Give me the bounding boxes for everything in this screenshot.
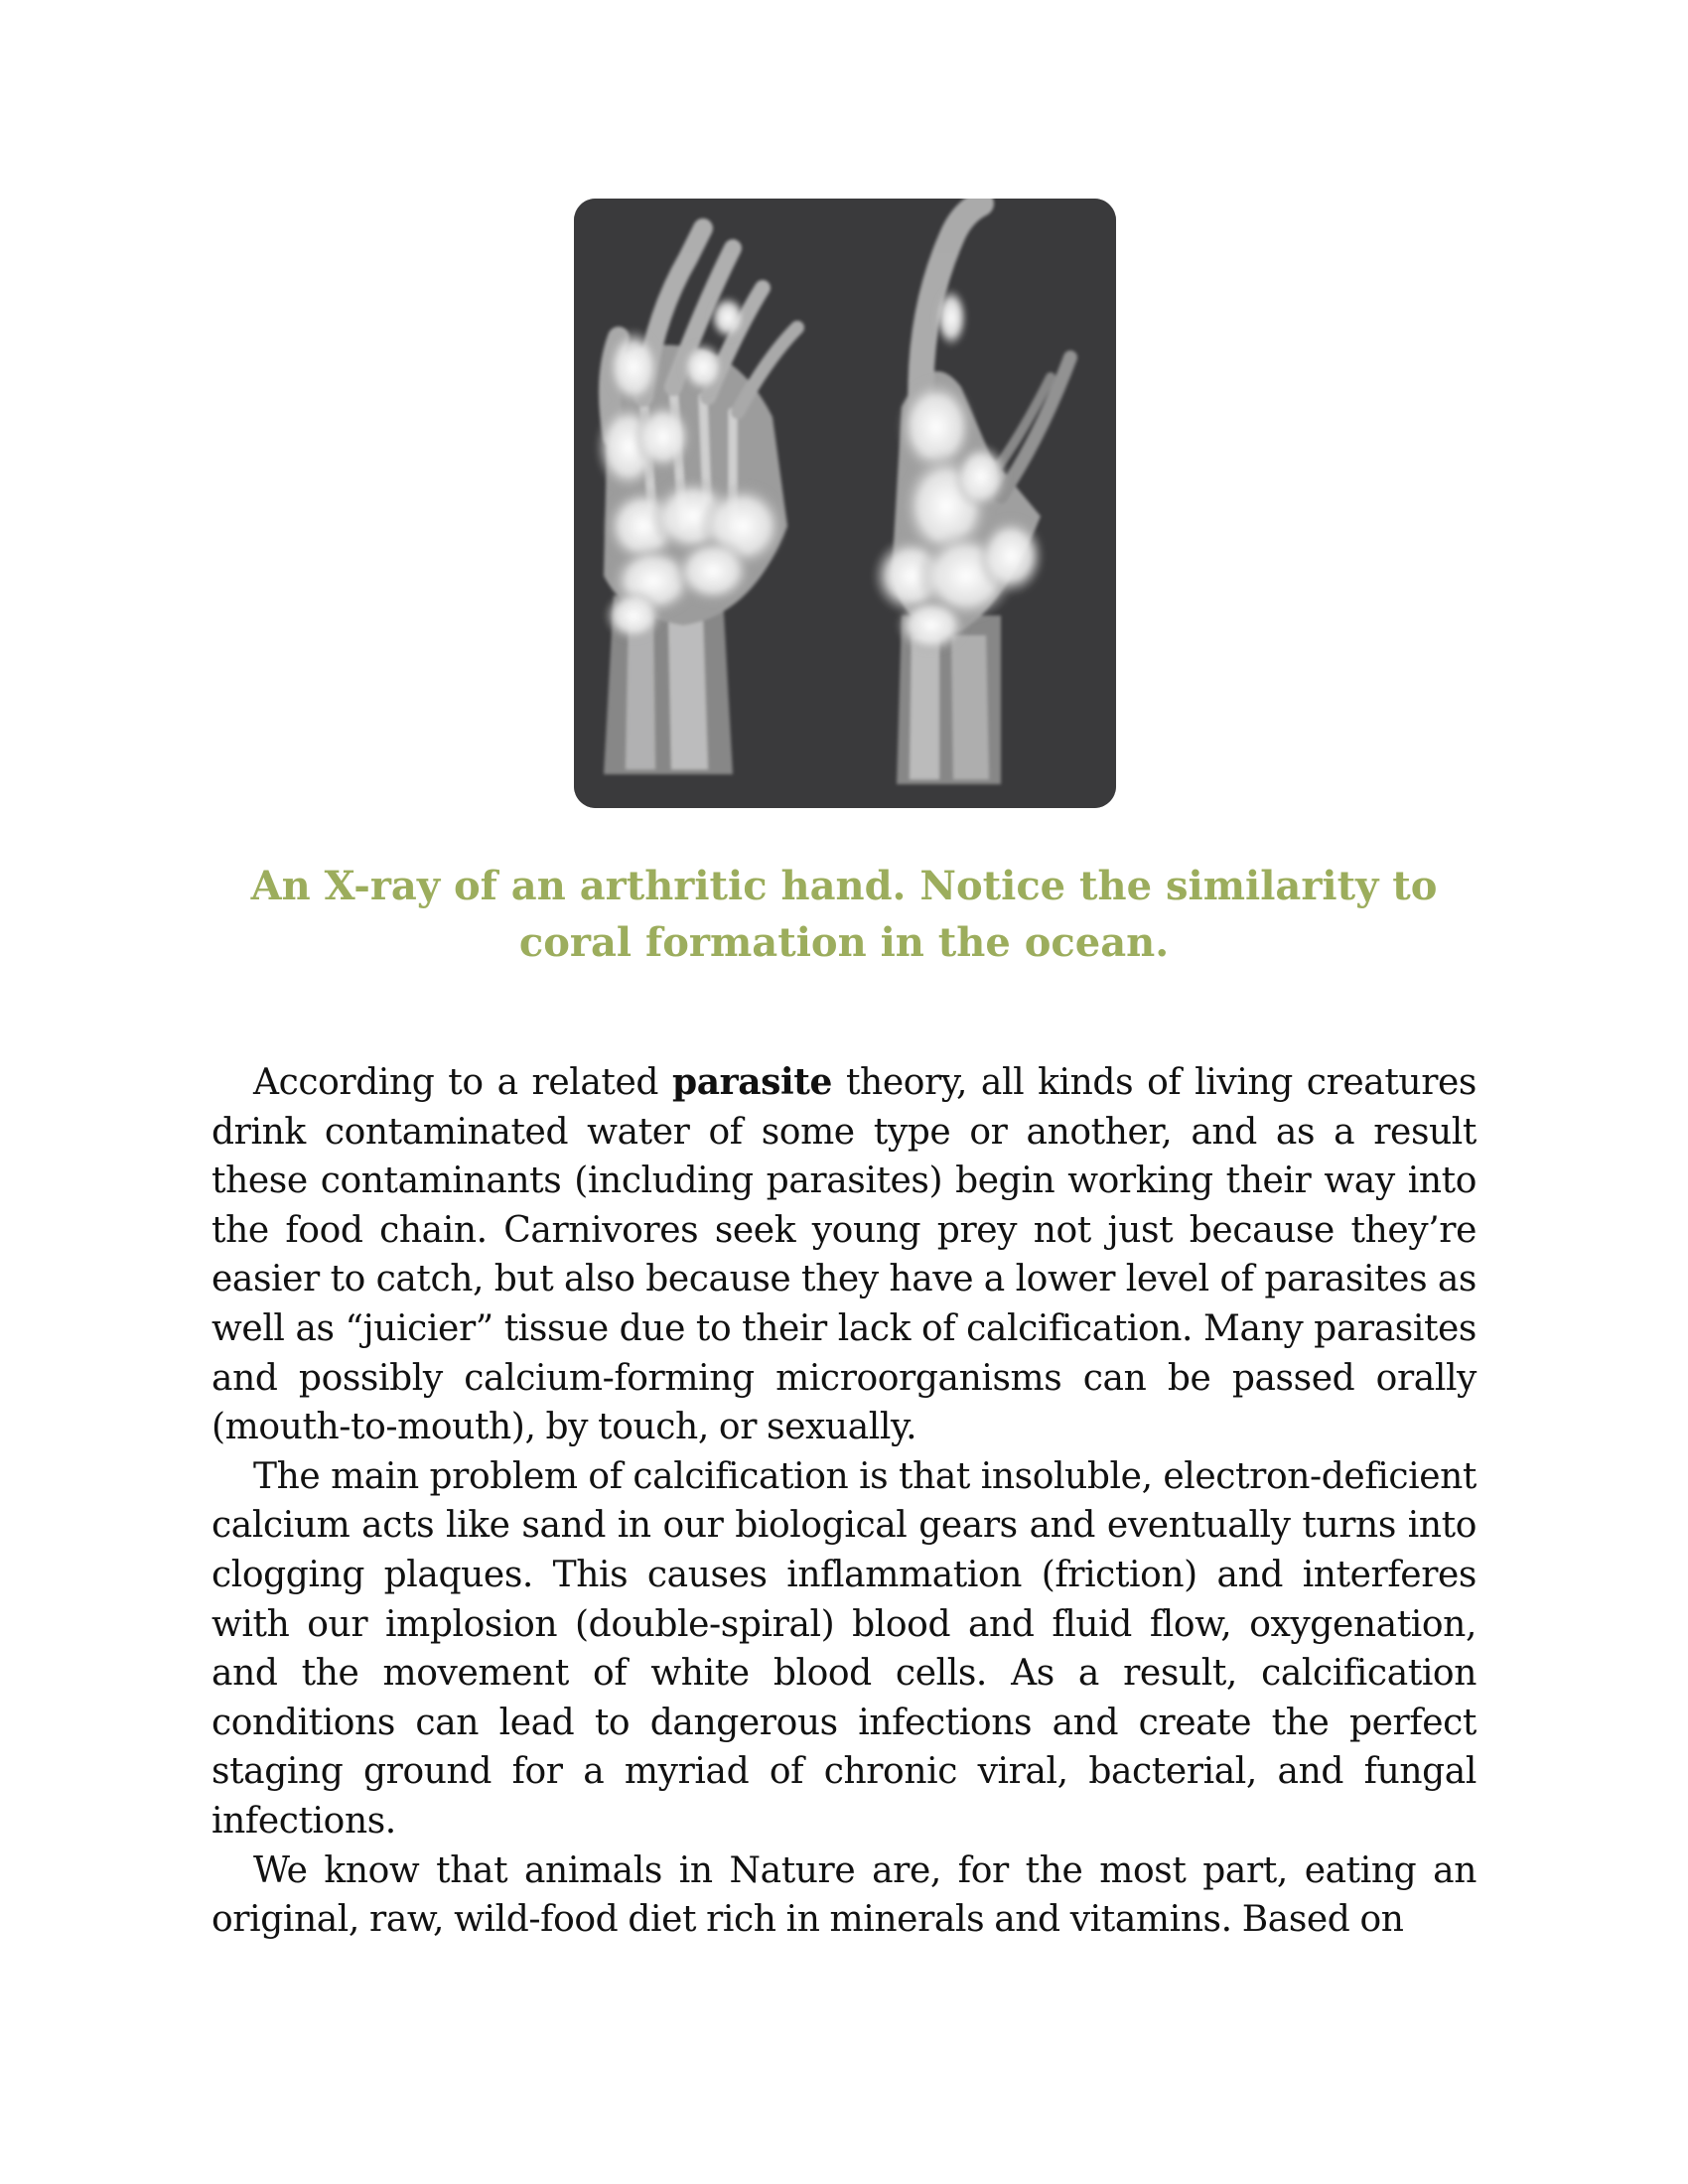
body-text [211,1058,1477,1945]
paragraph-3: We know that animals in Nature are, for the most part, eating an original, raw, wild-food diet rich in minerals and vitamins. Based on [211,1849,1477,1941]
figure-caption [211,858,1477,971]
paragraph-1-rest: theory, all kinds of living creatures drink contaminated water of some type or another, and as a result these contaminants (including parasites) begin working their way into the food chain. Carnivores seek young prey not just because they’re easier to catch, but also because they have a lower level of parasites as well as “juicier” tissue due to their lack of calcification. Many parasites and possibly calcium-forming microorganisms can be passed orally (mouth-to-mouth), by touch, or sexually. [211,1062,1477,1448]
caption-line-2: coral formation in the ocean. [518,919,1170,966]
xray-hands-icon [574,199,1116,808]
paragraph-1 [211,1058,1477,1452]
paragraph-2: The main problem of calcification is that insoluble, electron-deficient calcium acts like sand in our biological gears and eventually turns into clogging plaques. This causes inflammation (friction) and interferes with our implosion (double-spiral) blood and fluid flow, oxygenation, and the movement of white blood cells. As a result, calcification conditions can lead to dangerous infections and create the perfect staging ground for a myriad of chronic viral, bacterial, and fungal infections. [211,1455,1477,1842]
xray-image [574,199,1116,808]
paragraph-1-start: According to a related [253,1062,672,1103]
caption-line-1: An X-ray of an arthritic hand. Notice the similarity to [250,863,1438,909]
bold-term-parasite: parasite [671,1061,833,1103]
